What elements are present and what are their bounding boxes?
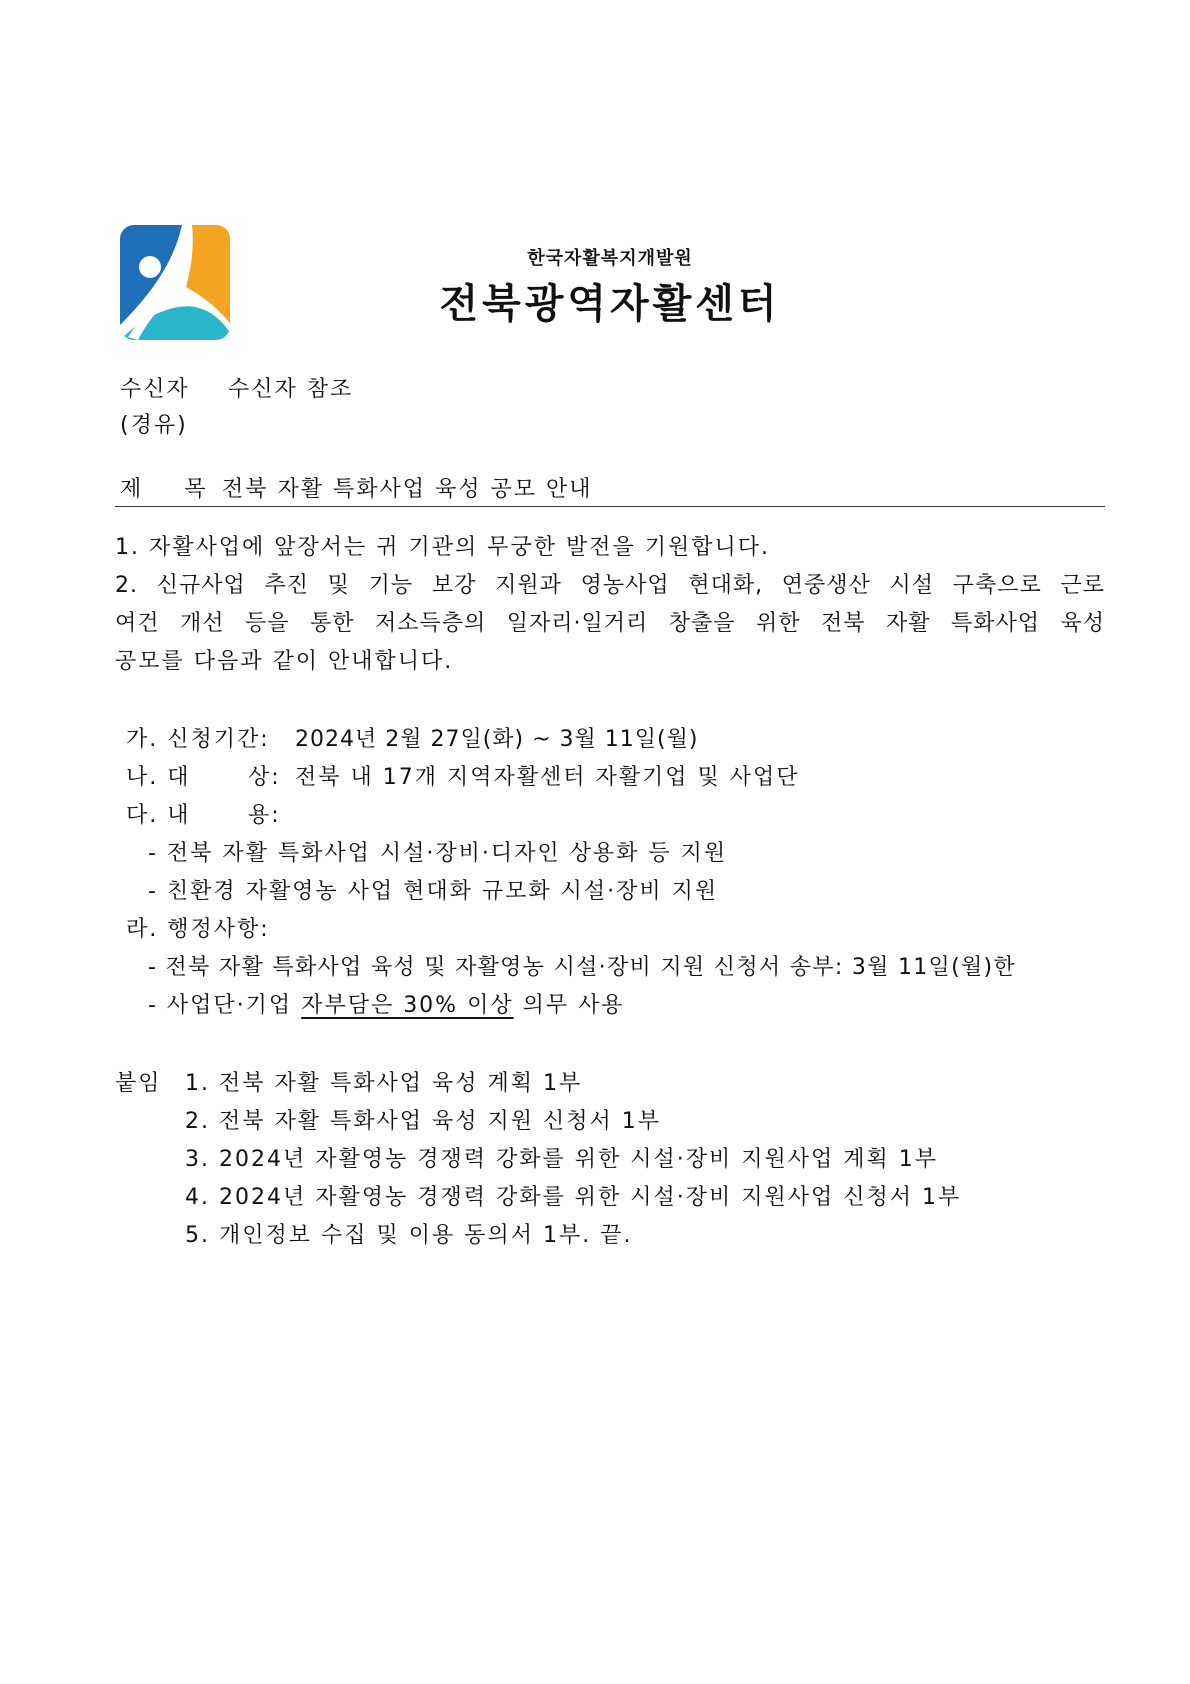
item-ra-bullet-2-suffix: 의무 사용 (522, 993, 625, 1018)
via-label: (경유) (120, 413, 188, 438)
attachment-item: 3. 2024년 자활영농 경쟁력 강화를 위한 시설·장비 지원사업 계획 1부 (185, 1147, 938, 1172)
attachment-item: 2. 전북 자활 특화사업 육성 지원 신청서 1부 (185, 1109, 661, 1134)
attachment-item: 4. 2024년 자활영농 경쟁력 강화를 위한 시설·장비 지원사업 신청서 1부 (185, 1185, 962, 1210)
item-da-label: 다. 내 (126, 803, 191, 828)
item-ra-bullet-2-prefix: - 사업단·기업 (148, 993, 293, 1018)
item-ra-bullet-1: - 전북 자활 특화사업 육성 및 자활영농 시설·장비 지원 신청서 송부: 3월 11일(월)한 (148, 955, 1016, 980)
item-da-label-suffix: 용: (248, 803, 281, 828)
item-da-bullet-1: - 전북 자활 특화사업 시설·장비·디자인 상용화 등 지원 (148, 841, 728, 866)
subject-divider (115, 506, 1105, 507)
item-ra-label: 라. 행정사항: (126, 917, 270, 942)
item-na-label: 나. 대 (126, 765, 191, 790)
organization-name: 전북광역자활센터 (439, 281, 781, 327)
item-na-label-suffix: 상: (248, 765, 281, 790)
subject-label: 제 목 (120, 477, 224, 502)
item-ga-value: 2024년 2월 27일(화) ~ 3월 11일(월) (295, 727, 699, 752)
attachments-label: 붙임 (115, 1071, 162, 1096)
item-da-bullet-2: - 친환경 자활영농 사업 현대화 규모화 시설·장비 지원 (148, 879, 719, 904)
item-na-value: 전북 내 17개 지역자활센터 자활기업 및 사업단 (295, 765, 800, 790)
recipient-label: 수신자 (120, 377, 190, 402)
organization-parent-name: 한국자활복지개발원 (527, 248, 693, 269)
attachment-item: 1. 전북 자활 특화사업 육성 계획 1부 (185, 1071, 583, 1096)
recipient-value: 수신자 참조 (228, 377, 354, 402)
paragraph-1: 1. 자활사업에 앞장서는 귀 기관의 무궁한 발전을 기원합니다. (115, 535, 770, 560)
paragraph-2-line-1: 2. 신규사업 추진 및 기능 보강 지원과 영농사업 현대화, 연중생산 시설 구축으로 근로 (115, 573, 1105, 598)
item-ra-bullet-2 (148, 988, 625, 1019)
paragraph-2-line-3: 공모를 다음과 같이 안내합니다. (115, 649, 454, 674)
paragraph-2-line-2: 여건 개선 등을 통한 저소득층의 일자리·일거리 창출을 위한 전북 자활 특화사업 육성 (115, 611, 1105, 636)
self-burden-underlined: 자부담은 30% 이상 (301, 993, 514, 1018)
subject-title: 전북 자활 특화사업 육성 공모 안내 (222, 477, 593, 502)
attachment-item: 5. 개인정보 수집 및 이용 동의서 1부. 끝. (185, 1223, 633, 1248)
item-ga-label: 가. 신청기간: (126, 727, 270, 752)
